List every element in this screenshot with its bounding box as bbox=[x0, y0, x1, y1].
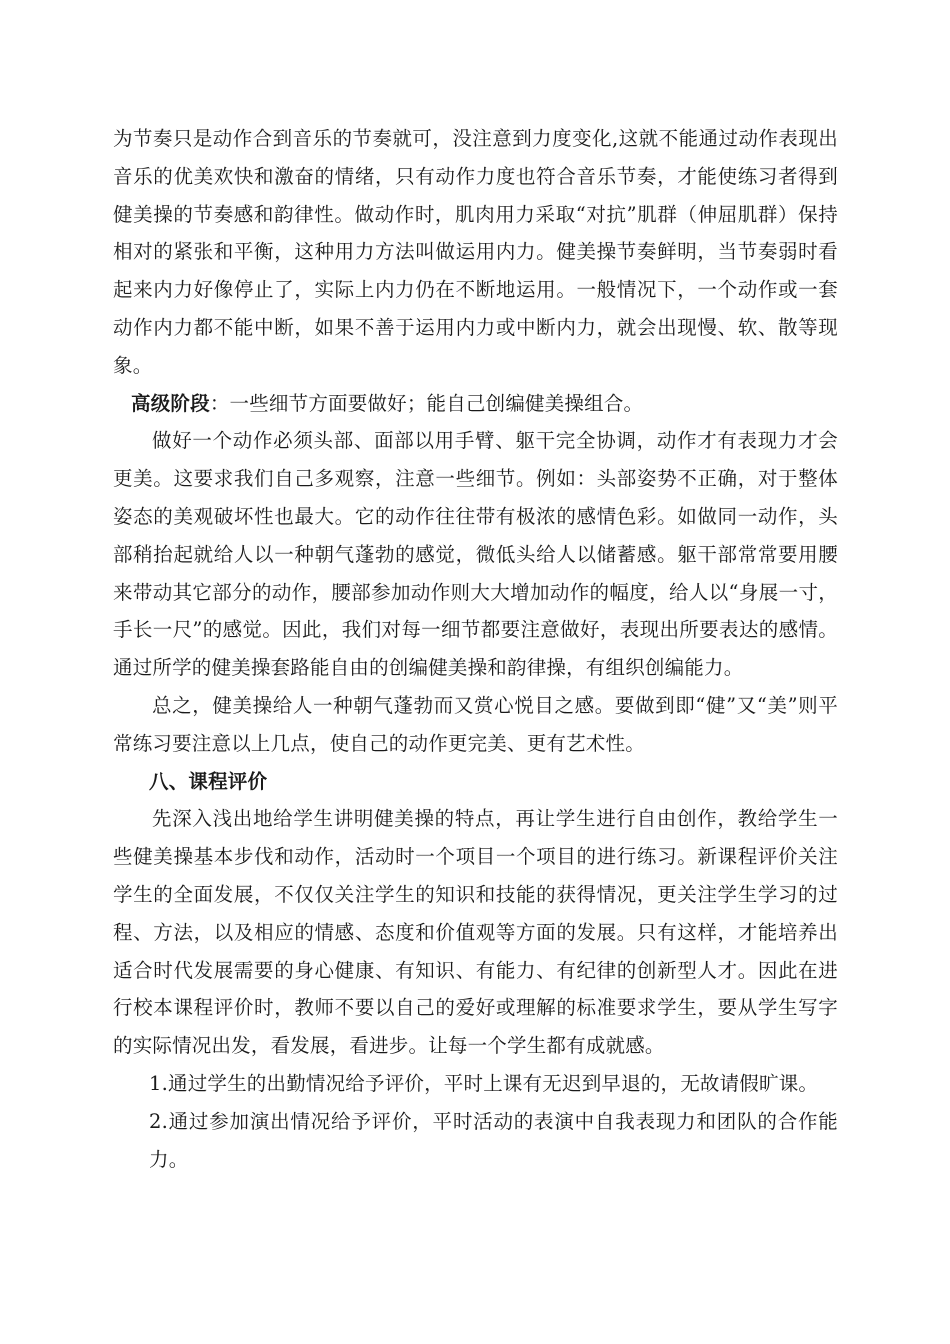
list-item-1: 1.通过学生的出勤情况给予评价，平时上课有无迟到早退的，无故请假旷课。 bbox=[149, 1071, 819, 1095]
section-heading-course-evaluation: 八、课程评价 bbox=[149, 769, 268, 793]
paragraph-summary: 总之，健美操给人一种朝气蓬勃而又赏心悦目之感。要做到即“健”又“美”则平常练习要注意以上几点，使自己的动作更完美、更有艺术性。 bbox=[113, 693, 838, 755]
paragraph-rhythm-continued: 为节奏只是动作合到音乐的节奏就可，没注意到力度变化,这就不能通过动作表现出音乐的优美欢快和激奋的情绪，只有动作力度也符合音乐节奏，才能使练习者得到健美操的节奏感和韵律性。做动作时，肌肉用力采取“对抗”肌群（伸屈肌群）保持相对的紧张和平衡，这种用力方法叫做运用内力。健美操节奏鲜明，当节奏弱时看起来内力好像停止了，实际上内力仍在不断地运用。一般情况下，一个动作或一套动作内力都不能中断，如果不善于运用内力或中断内力，就会出现慢、软、散等现象。 bbox=[113, 127, 838, 377]
paragraph-evaluation: 先深入浅出地给学生讲明健美操的特点，再让学生进行自由创作，教给学生一些健美操基本步伐和动作，活动时一个项目一个项目的进行练习。新课程评价关注学生的全面发展，不仅仅关注学生的知识和技能的获得情况，更关注学生学习的过程、方法，以及相应的情感、态度和价值观等方面的发展。只有这样，才能培养出适合时代发展需要的身心健康、有知识、有能力、有纪律的创新型人才。因此在进行校本课程评价时，教师不要以自己的爱好或理解的标准要求学生，要从学生写字的实际情况出发，看发展，看进步。让每一个学生都有成就感。 bbox=[113, 807, 838, 1058]
document-page bbox=[113, 120, 838, 1178]
list-item-2: 2.通过参加演出情况给予评价，平时活动的表演中自我表现力和团队的合作能力。 bbox=[149, 1109, 838, 1171]
paragraph-details: 做好一个动作必须头部、面部以用手臂、躯干完全协调，动作才有表现力才会更美。这要求我们自己多观察，注意一些细节。例如：头部姿势不正确，对于整体姿态的美观破坏性也最大。它的动作往往带有极浓的感情色彩。如做同一动作，头部稍抬起就给人以一种朝气蓬勃的感觉，微低头给人以储蓄感。躯干部常常要用腰来带动其它部分的动作，腰部参加动作则大大增加动作的幅度，给人以“身展一寸，手长一尺”的感觉。因此，我们对每一细节都要注意做好，表现出所要表达的感情。通过所学的健美操套路能自由的创编健美操和韵律操，有组织创编能力。 bbox=[113, 429, 838, 680]
advanced-stage-title: 高级阶段 bbox=[131, 391, 210, 415]
advanced-stage-line bbox=[113, 385, 838, 423]
advanced-stage-text: ：一些细节方面要做好；能自己创编健美操组合。 bbox=[209, 391, 644, 415]
